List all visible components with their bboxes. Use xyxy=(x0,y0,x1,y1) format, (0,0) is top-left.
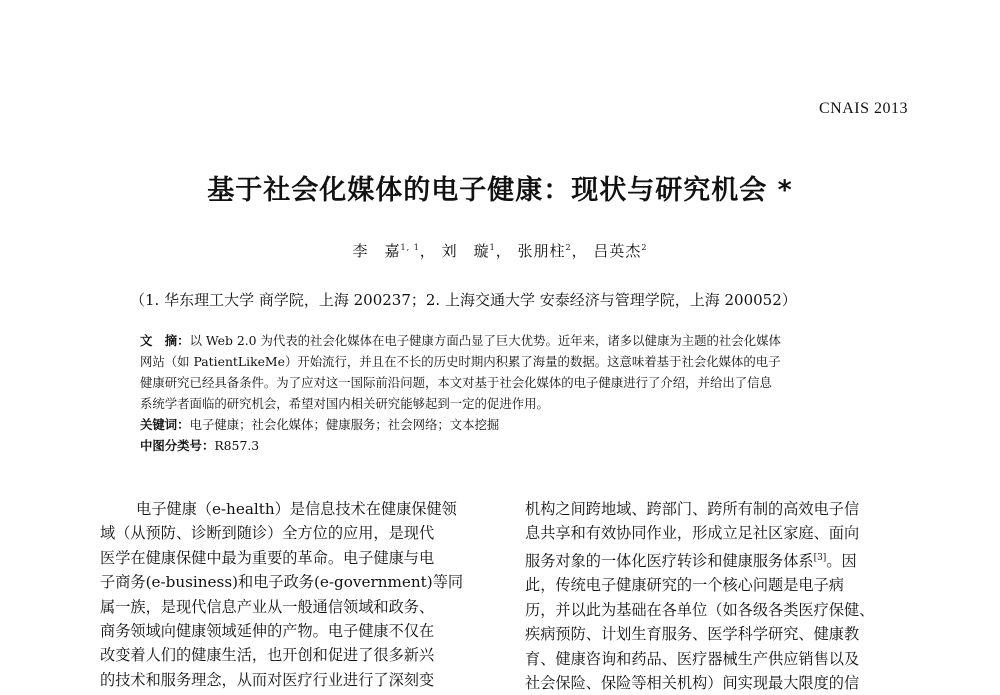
keywords-label: 关键词： xyxy=(140,417,190,432)
abstract-label: 文 摘： xyxy=(140,333,190,348)
body-line xyxy=(525,546,925,573)
author-affil-mark: 2 xyxy=(565,243,572,252)
body-line: 商务领域向健康领域延伸的产物。电子健康不仅在 xyxy=(100,622,435,641)
abstract-line: 网站（如 PatientLikeMe）开始流行，并且在不长的历史时期内积累了海量的数据。这意味着基于社会化媒体的电子 xyxy=(140,354,781,369)
body-line: 子商务(e-business)和电子政务(e-government)等同 xyxy=(100,573,464,592)
body-line: 育、健康咨询和药品、医疗器械生产供应销售以及 xyxy=(525,649,860,668)
abstract-text: 以 Web 2.0 为代表的社会化媒体在电子健康方面凸显了巨大优势。近年来，诸多以健康为主题的社会化媒体 xyxy=(189,333,781,348)
body-line: 属一族，是现代信息产业从一般通信领域和政务、 xyxy=(100,597,435,616)
body-line: 域（从预防、诊断到随诊）全方位的应用，是现代 xyxy=(100,524,435,543)
body-line: 改变着人们的健康生活，也开创和促进了很多新兴 xyxy=(100,646,435,665)
author-name: 李 嘉 xyxy=(352,242,401,260)
body-line: 息共享和有效协同作业，形成立足社区家庭、面向 xyxy=(525,524,860,543)
body-column-left xyxy=(100,497,500,692)
body-line: 医学在健康保健中最为重要的革命。电子健康与电 xyxy=(100,548,435,567)
author-list: 李 嘉$^{1, 1}$， 刘 璇$^1$， 张朋柱$^2$， 吕英杰$^2$ xyxy=(352,242,648,260)
affiliations: （1. 华东理工大学 商学院，上海 200237；2. 上海交通大学 安泰经济与管理学院，上海 200052） xyxy=(130,291,797,309)
body-line: 疾病预防、计划生育服务、医学科学研究、健康教 xyxy=(525,625,860,644)
keywords-text: 电子健康；社会化媒体；健康服务；社会网络；文本挖掘 xyxy=(189,417,500,432)
body-line: 此，传统电子健康研究的一个核心问题是电子病 xyxy=(525,576,844,595)
body-text: 。因 xyxy=(826,551,857,570)
author-affil-mark: 2 xyxy=(641,243,648,252)
body-line: 历，并以此为基础在各单位（如各级各类医疗保健、 xyxy=(525,600,875,619)
classification-code: R857.3 xyxy=(214,438,260,453)
abstract-line xyxy=(140,330,875,351)
abstract-line: 健康研究已经具备条件。为了应对这一国际前沿问题，本文对基于社会化媒体的电子健康进行了介绍，并给出了信息 xyxy=(140,375,772,390)
body-line: 机构之间跨地域、跨部门、跨所有制的高效电子信 xyxy=(525,500,860,518)
keywords-line xyxy=(140,414,875,435)
body-line: 电子健康（e-health）是信息技术在健康保健领 xyxy=(136,500,457,518)
body-text: 服务对象的一体化医疗转诊和健康服务体系 xyxy=(525,551,814,570)
author-affil-mark: 1 xyxy=(489,243,496,252)
abstract-block xyxy=(140,330,875,456)
classification-line xyxy=(140,435,875,456)
body-line: 社会保险、保险等相关机构）间实现最大限度的信 xyxy=(525,673,860,692)
author-affil-mark: 1, 1 xyxy=(400,243,420,252)
citation-ref: [3] xyxy=(813,552,827,563)
author-name: 张朋柱 xyxy=(517,242,566,260)
classification-label: 中图分类号： xyxy=(140,438,215,453)
paper-title: 基于社会化媒体的电子健康：现状与研究机会 * xyxy=(207,175,793,206)
author-name: 吕英杰 xyxy=(593,242,642,260)
abstract-line: 系统学者面临的研究机会，希望对国内相关研究能够起到一定的促进作用。 xyxy=(140,396,549,411)
conference-label: CNAIS 2013 xyxy=(818,100,908,117)
body-column-right xyxy=(525,497,925,695)
body-line: 的技术和服务理念，从而对医疗行业进行了深刻变 xyxy=(100,670,435,689)
author-name: 刘 璇 xyxy=(441,242,490,260)
